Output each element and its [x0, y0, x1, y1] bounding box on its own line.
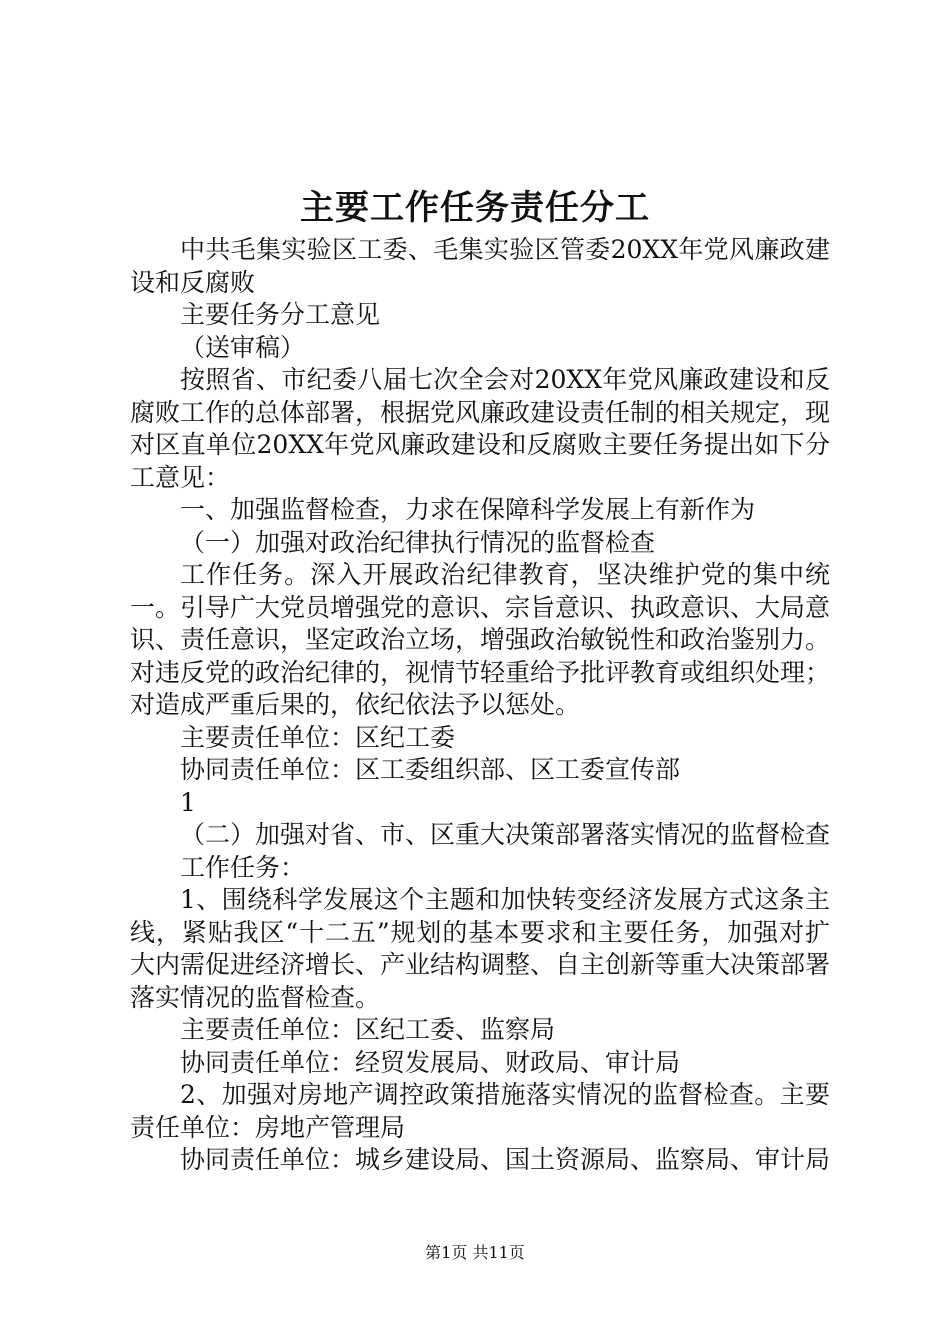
inline-page-number: 1 [180, 787, 196, 817]
paragraph-assist-unit-3: 协同责任单位：城乡建设局、国土资源局、监察局、审计局 [180, 1145, 831, 1174]
paragraph-task-label: 工作任务： [180, 852, 306, 882]
section-heading-1: 一、加强监督检查，力求在保障科学发展上有新作为 [180, 495, 756, 524]
paragraph-heading-line: 中共毛集实验区工委、毛集实验区管委20XX年党风廉政建设和反腐败 [130, 235, 830, 297]
paragraph-draft-note: （送审稿） [180, 332, 306, 362]
paragraph-lead-unit-2: 主要责任单位：区纪工委、监察局 [180, 1015, 556, 1044]
paragraph-subtitle: 主要任务分工意见 [180, 300, 381, 329]
paragraph-assist-unit-2: 协同责任单位：经贸发展局、财政局、审计局 [180, 1047, 681, 1077]
paragraph-task-2-1: 1、围绕科学发展这个主题和加快转变经济发展方式这条主线，紧贴我区“十二五”规划的基本要求和主要任务，加强对扩大内需促进经济增长、产业结构调整、自主创新等重大决策部署落实情况的监督检查。 [130, 885, 831, 1012]
paragraph-task-2-2: 2、加强对房地产调控政策措施落实情况的监督检查。主要责任单位：房地产管理局 [130, 1080, 830, 1142]
document-title: 主要工作任务责任分工 [300, 188, 650, 228]
page-footer: 第1页 共11页 [425, 1243, 525, 1262]
paragraph-intro: 按照省、市纪委八届七次全会对20XX年党风廉政建设和反腐败工作的总体部署，根据党风廉政建设责任制的相关规定，现对区直单位20XX年党风廉政建设和反腐败主要任务提出如下分工意见： [130, 365, 831, 492]
document-body [130, 234, 830, 1177]
subsection-heading-1: （一）加强对政治纪律执行情况的监督检查 [180, 527, 656, 557]
paragraph-assist-unit-1: 协同责任单位：区工委组织部、区工委宣传部 [180, 755, 681, 784]
subsection-heading-2: （二）加强对省、市、区重大决策部署落实情况的监督检查 [180, 820, 831, 849]
paragraph-task-1: 工作任务。深入开展政治纪律教育，坚决维护党的集中统一。引导广大党员增强党的意识、宗旨意识、执政意识、大局意识、责任意识，坚定政治立场，增强政治敏锐性和政治鉴别力。对违反党的政治纪律的，视情节轻重给予批评教育或组织处理；对造成严重后果的，依纪依法予以惩处。 [130, 560, 831, 719]
paragraph-lead-unit-1: 主要责任单位：区纪工委 [180, 722, 456, 752]
